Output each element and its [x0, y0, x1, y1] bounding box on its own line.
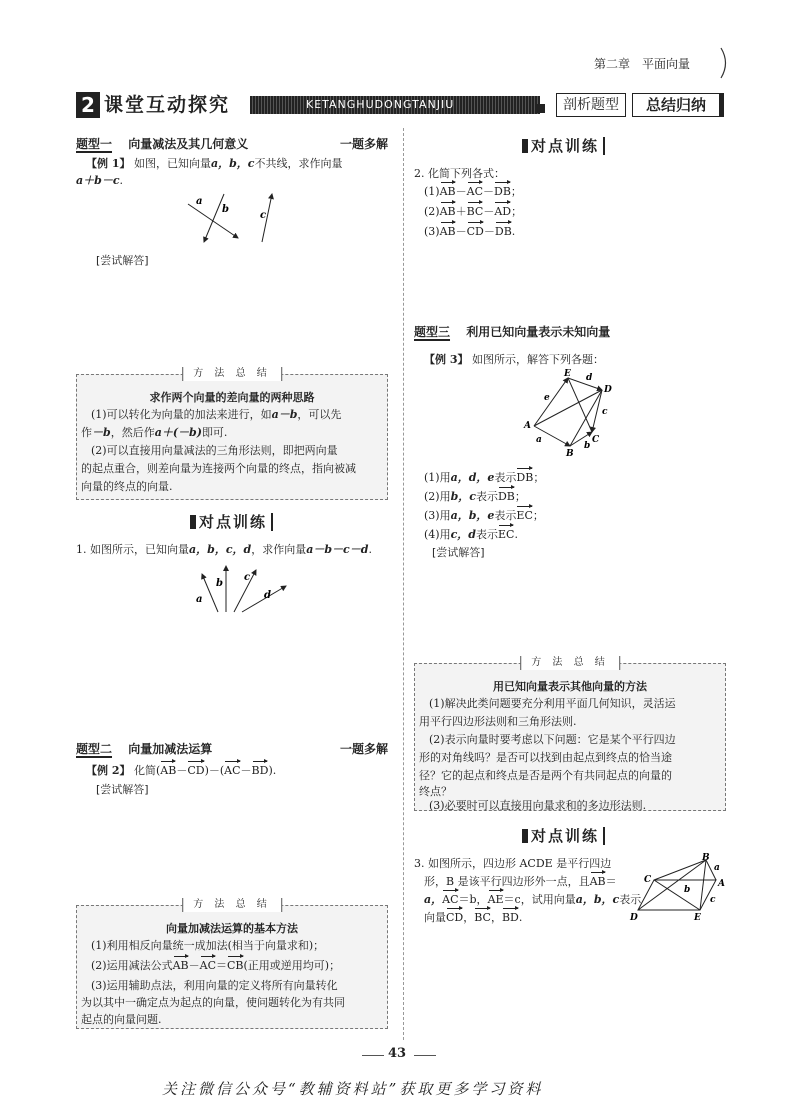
svg-text:C: C — [592, 435, 600, 445]
practice1-figure — [192, 562, 302, 616]
svg-text:A: A — [718, 879, 725, 889]
type1-note: 一题多解 — [339, 137, 388, 151]
method-box-1 — [76, 368, 388, 500]
chapter-header: 第二章 平面向量 — [594, 57, 691, 71]
method2-line5: 起点的向量问题. — [81, 1013, 162, 1026]
example1-figure — [176, 188, 296, 252]
example2-line: 【例 2】 化简(AB－CD)－(AC－BD). — [86, 764, 277, 777]
method2-line3: (3)运用辅助点法，利用向量的定义将所有向量转化 — [91, 979, 338, 992]
method3-title: 用已知向量表示其他向量的方法 — [493, 680, 647, 693]
example3-line: 【例 3】 如图所示，解答下列各题： — [424, 353, 604, 366]
practice-heading-1: 对点训练 — [190, 512, 273, 532]
method3-line1: (1)解决此类问题要充分利用平面几何知识，灵活运 — [429, 697, 676, 710]
try-label-2: [尝试解答] — [96, 783, 149, 796]
vector-b-arrow — [204, 194, 224, 242]
method1-title: 求作两个向量的差向量的两种思路 — [149, 391, 315, 404]
example1-line2 — [76, 173, 123, 189]
example1-vars: a，b，c — [210, 157, 255, 170]
type2-tag: 题型二 — [76, 742, 113, 756]
type3-tag: 题型三 — [414, 325, 451, 339]
method1-line1: (1)可以转化为向量的加法来进行，如a－b，可以先 — [91, 408, 342, 421]
label-d: d — [264, 590, 271, 601]
method-label-3: 方 法 总 结 — [520, 656, 620, 670]
type1-tag: 题型一 — [76, 137, 113, 151]
header-bracket-icon — [718, 46, 732, 80]
method3-line2: 用平行四边形法则和三角形法则. — [419, 715, 577, 728]
method2-line4: 为以其中一确定点为起点的向量，使问题转化为有共同 — [81, 996, 345, 1009]
svg-text:E: E — [694, 913, 701, 922]
example3-figure — [520, 368, 620, 458]
svg-text:e: e — [544, 393, 550, 403]
label-c: c — [244, 572, 251, 583]
label-c: c — [260, 210, 267, 221]
banner-pinyin: KETANGHUDONGTANJIU — [306, 98, 455, 111]
example1-line1 — [86, 156, 343, 172]
label-a: a — [196, 594, 203, 605]
type2-note: 一题多解 — [339, 742, 388, 756]
try-label-3: [尝试解答] — [432, 546, 485, 559]
method-box-3 — [414, 657, 726, 812]
page-number-rule-left — [362, 1055, 384, 1056]
banner-title: 课堂互动探究 — [104, 94, 231, 116]
practice3-line4: 向量CD，BC，BD. — [424, 911, 523, 924]
label-b: b — [222, 204, 229, 215]
method1-line4: 的起点重合，则差向量为连接两个向量的终点，指向被减 — [81, 462, 356, 475]
banner — [76, 92, 724, 118]
method2-title: 向量加减法运算的基本方法 — [166, 922, 298, 935]
practice3-figure — [628, 852, 728, 922]
method3-line7: (3)必要时可以直接用向量求和的多边形法则. — [429, 799, 647, 812]
method-box-2 — [76, 899, 388, 1029]
banner-tab-analyze: 剖析题型 — [556, 93, 626, 117]
type2-title: 向量加减法运算 — [128, 742, 213, 756]
banner-number: 2 — [76, 92, 100, 118]
svg-text:B: B — [566, 449, 574, 458]
svg-text:C: C — [644, 875, 652, 885]
svg-text:b: b — [584, 441, 591, 451]
practice3-line1: 3. 如图所示，四边形 ACDE 是平行四边 — [414, 857, 612, 870]
svg-text:E: E — [564, 369, 571, 379]
practice-heading-3: 对点训练 — [522, 826, 605, 846]
svg-text:D: D — [604, 385, 612, 395]
example1-target: a＋b－c — [76, 174, 120, 187]
page-number: 43 — [388, 1046, 407, 1061]
banner-square-icon — [536, 104, 545, 113]
method1-line5: 向量的终点的向量. — [81, 480, 173, 493]
practice3-line3: a，AC＝b，AE＝c，试用向量a，b，c表示 — [424, 893, 642, 906]
example1-text2: 不共线，求作向量 — [254, 157, 343, 170]
svg-text:D: D — [630, 913, 638, 922]
svg-text:c: c — [602, 407, 608, 417]
column-divider — [403, 128, 404, 1040]
footer-slogan: 关注微信公众号“教辅资料站”获取更多学习资料 — [162, 1080, 544, 1098]
practice2-item3: (3)AB－CD－DB. — [424, 225, 516, 238]
example1-text: 如图，已知向量 — [133, 157, 211, 170]
type2-heading — [76, 741, 388, 757]
practice2-question: 2. 化简下列各式： — [414, 167, 505, 180]
svg-text:a: a — [714, 863, 720, 873]
label-b: b — [216, 578, 223, 589]
method-label-1: 方 法 总 结 — [182, 367, 282, 381]
example1-period: . — [119, 174, 124, 187]
banner-tab-summary: 总结归纳 — [632, 93, 724, 117]
example3-q4: (4)用c，d表示EC. — [424, 528, 518, 541]
method1-line2: 作－b，然后作a＋(－b)即可. — [81, 426, 228, 439]
type1-heading — [76, 136, 388, 152]
example3-q2: (2)用b，c表示DB； — [424, 490, 526, 503]
try-label-1: [尝试解答] — [96, 254, 149, 267]
svg-text:B: B — [702, 853, 710, 863]
type3-heading — [414, 324, 610, 340]
method1-line3: (2)可以直接用向量减法的三角形法则，即把两向量 — [91, 444, 338, 457]
practice1-question: 1. 如图所示，已知向量a，b，c，d，求作向量a－b－c－d. — [76, 543, 372, 556]
example3-q1: (1)用a，d，e表示DB； — [424, 471, 545, 484]
type1-title: 向量减法及其几何意义 — [128, 137, 249, 151]
practice-heading-2: 对点训练 — [522, 136, 605, 156]
type3-title: 利用已知向量表示未知向量 — [466, 325, 611, 339]
method3-line4: 形的对角线吗？是否可以找到由起点到终点的恰当途 — [419, 751, 672, 764]
example1-tag: 【例 1】 — [86, 157, 131, 170]
svg-text:A: A — [524, 421, 531, 431]
practice2-item2: (2)AB＋BC－AD； — [424, 205, 523, 218]
svg-text:a: a — [536, 435, 542, 445]
label-a: a — [196, 196, 203, 207]
method3-line5: 径？它的起点和终点是否是两个有共同起点的向量的 — [419, 769, 672, 782]
svg-text:b: b — [684, 885, 691, 895]
svg-text:c: c — [710, 895, 716, 905]
method2-line1: (1)利用相反向量统一成加法(相当于向量求和)； — [91, 939, 325, 952]
method3-line3: (2)表示向量时要考虑以下问题：它是某个平行四边 — [429, 733, 676, 746]
page-number-rule-right — [414, 1055, 436, 1056]
practice3-line2: 形，B 是该平行四边形外一点，且AB＝ — [424, 875, 617, 888]
method3-line6: 终点？ — [419, 785, 452, 798]
method-label-2: 方 法 总 结 — [182, 898, 282, 912]
practice2-item1: (1)AB－AC－DB； — [424, 185, 522, 198]
method2-line2: (2)运用减法公式AB－AC＝CB(正用或逆用均可)； — [91, 959, 341, 972]
svg-text:d: d — [586, 373, 593, 383]
example3-q3: (3)用a，b，e表示EC； — [424, 509, 544, 522]
